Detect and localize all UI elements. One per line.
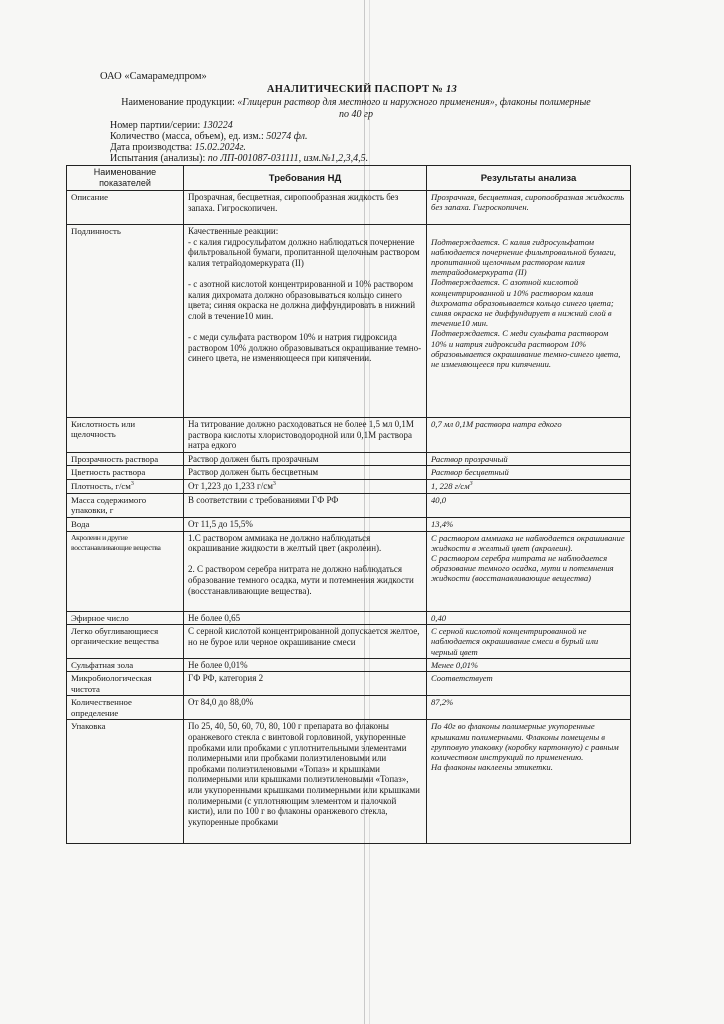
table-row <box>67 625 631 659</box>
row-result: 0,7 мл 0,1М раствора натра едкого <box>427 418 631 453</box>
row-requirement: Не более 0,65 <box>184 611 427 625</box>
date-label: Дата производства: <box>110 142 193 153</box>
organization-name: ОАО «Самарамедпром» <box>100 71 207 82</box>
result-unit-exponent: 3 <box>469 481 473 488</box>
table-header-row <box>67 166 631 191</box>
table-row <box>67 611 631 625</box>
row-name: Кислотность или щелочность <box>67 418 184 453</box>
row-name: Количественное определение <box>67 696 184 720</box>
requirement-text: Качественные реакции: <box>188 226 279 236</box>
row-requirement: От 84,0 до 88,0% <box>184 696 427 720</box>
batch-label: Номер партии/серии: <box>110 120 201 131</box>
row-requirement <box>184 479 427 493</box>
result-text: По 40г во флаконы полимерные укупоренные крышками полимерными. Флаконы помещены в групповую упаковку (коробку картонную) с равным количеством инструкций по применению. <box>431 721 619 762</box>
requirement-text: 1.С раствором аммиака не должно наблюдаться окрашивание жидкости в желтый цвет (акролеин). <box>188 532 382 554</box>
row-requirement: Раствор должен быть бесцветным <box>184 466 427 480</box>
row-result <box>427 720 631 844</box>
row-result: Раствор бесцветный <box>427 466 631 480</box>
row-name: Вода <box>67 517 184 531</box>
table-row <box>67 225 631 418</box>
row-name <box>67 479 184 493</box>
result-text: Подтверждается. С меди сульфата раствором 10% и натрия гидроксида раствором 10% образовывается окрашивание темно-синего цвета, не изменяющееся при кипячении. <box>431 328 621 370</box>
row-result: 40,0 <box>427 493 631 517</box>
row-result <box>427 225 631 418</box>
row-result: Менее 0,01% <box>427 658 631 672</box>
product-line <box>116 97 596 121</box>
quantity-value: 50274 фл. <box>266 131 308 142</box>
quantity-line <box>110 131 308 142</box>
table-row <box>67 191 631 225</box>
row-requirement: С серной кислотой концентрированной допускается желтое, но не бурое или черное окрашивание смеси <box>184 625 427 659</box>
requirement-text: - с калия гидросульфатом должно наблюдаться почернение фильтровальной бумаги, пропитанной щелочным раствором калия тетрайодомеркурата (II) <box>188 236 420 268</box>
col-header-indicator: Наименование показателей <box>67 166 184 191</box>
row-result: 0,40 <box>427 611 631 625</box>
requirement-text: 2. С раствором серебра нитрата не должно наблюдаться образование темного осадка, мути и потемнения жидкости (восстанавливающие вещества). <box>188 564 414 596</box>
row-result: Раствор прозрачный <box>427 452 631 466</box>
row-result: Прозрачная, бесцветная, сиропообразная жидкость без запаха. Гигроскопичен. <box>427 191 631 225</box>
row-name: Подлинность <box>67 225 184 418</box>
row-requirement <box>184 225 427 418</box>
table-row <box>67 479 631 493</box>
col-header-results: Результаты анализа <box>427 166 631 191</box>
row-name: Сульфатная зола <box>67 658 184 672</box>
quantity-label: Количество (масса, объем), ед. изм.: <box>110 131 264 142</box>
date-value: 15.02.2024г. <box>194 142 246 153</box>
row-requirement: От 11,5 до 15,5% <box>184 517 427 531</box>
requirement-text: - с меди сульфата раствором 10% и натрия гидроксида раствором 10% должно образовываться окрашивание темно-синего цвета, не изменяющееся при кипячении. <box>188 331 422 364</box>
row-requirement: ГФ РФ, категория 2 <box>184 672 427 696</box>
row-name: Масса содержимого упаковки, г <box>67 493 184 517</box>
result-text: Подтверждается. С азотной кислотой концентрированной и 10% раствором калия дихромата образовывается кольцо синего цвета; синяя окраска не диффундирует в нижний слой в течение10 мин. <box>431 277 614 329</box>
result-text: Подтверждается. С калия гидросульфатом наблюдается почернение фильтровальной бумаги, пропитанной щелочным раствором калия тетрайодомеркурата (II) <box>431 236 616 278</box>
row-requirement: Раствор должен быть прозрачным <box>184 452 427 466</box>
product-label: Наименование продукции: <box>121 97 235 108</box>
result-text: С раствором серебра нитрата не наблюдается образование темного осадка, мути и потемнения жидкости (восстанавливающие вещества) <box>431 552 614 584</box>
table-row <box>67 696 631 720</box>
density-label: Плотность, г/см <box>71 480 131 491</box>
row-result <box>427 531 631 611</box>
row-result: Соответствует <box>427 672 631 696</box>
row-requirement <box>184 531 427 611</box>
row-result: 87,2% <box>427 696 631 720</box>
table-row <box>67 418 631 453</box>
table-row <box>67 658 631 672</box>
row-name: Акролеин и другие восстанавливающие вещества <box>67 531 184 611</box>
row-name: Легко обугливающиеся органические вещества <box>67 625 184 659</box>
row-result <box>427 479 631 493</box>
row-name: Цветность раствора <box>67 466 184 480</box>
table-row <box>67 517 631 531</box>
requirement-unit-exponent: 3 <box>272 480 276 487</box>
table-row <box>67 466 631 480</box>
table-row <box>67 672 631 696</box>
row-name: Микробиологическая чистота <box>67 672 184 696</box>
row-requirement: Не более 0,01% <box>184 658 427 672</box>
date-line <box>110 142 246 153</box>
row-requirement: По 25, 40, 50, 60, 70, 80, 100 г препарата во флаконы оранжевого стекла с винтовой горловиной, укупоренные пробками или пробками с уплотнительными элементами полимерными или пробками полиэтиленовыми или пробками полиэтиленовыми «Топаз» и крышками полимерными или крышками полиэтиленовыми «Топаз», или укупоренными крышками полимерными или крышками полимерными (с уплотняющим элементом и палочкой кисти), или по 100 г во флаконы оранжевого стекла, укупоренные пробками <box>184 720 427 844</box>
result-text: С раствором аммиака не наблюдается окрашивание жидкости в желтый цвет (акролеин). <box>431 532 625 553</box>
row-result: 13,4% <box>427 517 631 531</box>
table-row <box>67 452 631 466</box>
title-text: АНАЛИТИЧЕСКИЙ ПАСПОРТ № <box>266 84 444 95</box>
row-name: Упаковка <box>67 720 184 844</box>
density-unit-exponent: 3 <box>130 481 134 488</box>
row-name: Прозрачность раствора <box>67 452 184 466</box>
product-name: «Глицерин раствор для местного и наружного применения», флаконы полимерные <box>237 97 591 108</box>
table-row <box>67 531 631 611</box>
row-name: Описание <box>67 191 184 225</box>
tests-line <box>110 153 368 164</box>
col-header-requirements: Требования НД <box>184 166 427 191</box>
passport-number: 13 <box>445 84 458 95</box>
analysis-table <box>66 165 631 844</box>
row-requirement: Прозрачная, бесцветная, сиропообразная жидкость без запаха. Гигроскопичен. <box>184 191 427 225</box>
requirement-text: - с азотной кислотой концентрированной и 10% раствором калия дихромата должно образовываться кольцо синего цвета; синяя окраска не должна диффундировать в нижний слой в течение10 мин. <box>188 278 416 321</box>
batch-line <box>110 120 233 131</box>
batch-value: 130224 <box>202 120 233 131</box>
row-requirement: В соответствии с требованиями ГФ РФ <box>184 493 427 517</box>
density-result: 1, 228 г/см <box>431 480 470 491</box>
table-row <box>67 720 631 844</box>
product-dose: по 40 гр <box>339 109 373 120</box>
density-requirement: От 1,223 до 1,233 г/см <box>188 480 273 491</box>
row-result: С серной кислотой концентрированной не наблюдается окрашивание смеси в бурый или черный цвет <box>427 625 631 659</box>
document-title <box>0 84 724 95</box>
table-row <box>67 493 631 517</box>
result-text: На флаконы наклеены этикетки. <box>431 762 553 773</box>
row-name: Эфирное число <box>67 611 184 625</box>
row-requirement: На титрование должно расходоваться не более 1,5 мл 0,1М раствора кислоты хлористоводородной или 0,1М раствора натра едкого <box>184 418 427 453</box>
tests-label: Испытания (анализы): <box>110 153 206 164</box>
tests-value: по ЛП-001087-031111, изм.№1,2,3,4,5. <box>207 153 369 164</box>
